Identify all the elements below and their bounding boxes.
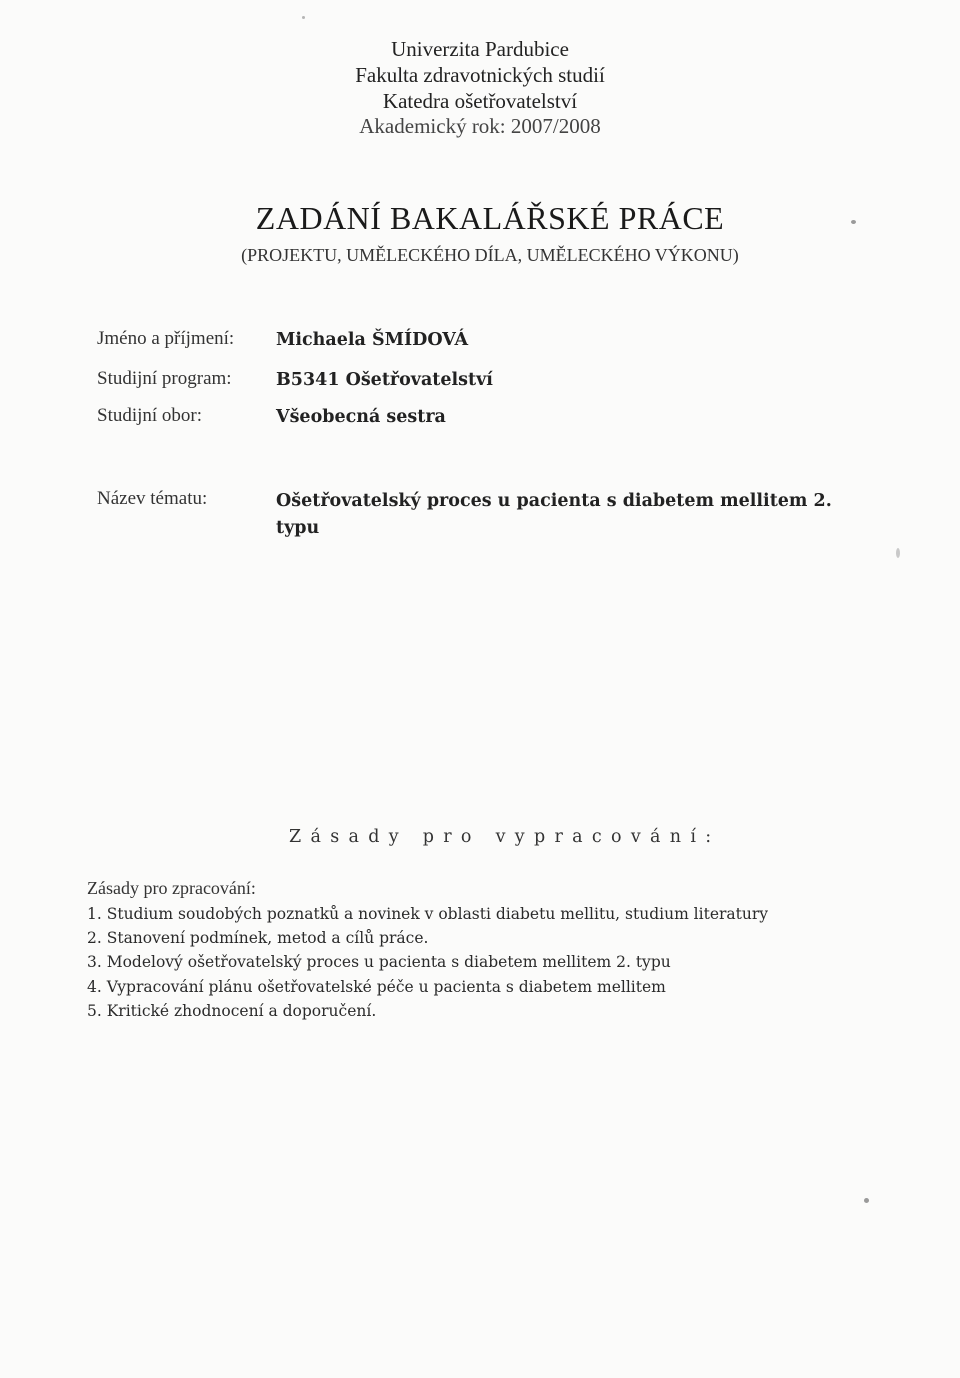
faculty-name: Fakulta zdravotnických studií: [355, 63, 605, 87]
name-value: Michaela ŠMÍDOVÁ: [276, 330, 469, 350]
field-value: Všeobecná sestra: [276, 407, 446, 427]
name-label: Jméno a příjmení:: [97, 328, 235, 349]
list-item: 5. Kritické zhodnocení a doporučení.: [87, 1001, 377, 1020]
list-item: 2. Stanovení podmínek, metod a cílů práce.: [87, 929, 429, 948]
scan-speck: [864, 1198, 869, 1203]
principles-list-heading: Zásady pro zpracování:: [87, 878, 256, 898]
field-label: Studijní obor:: [97, 405, 203, 426]
list-item: 1. Studium soudobých poznatků a novinek v oblasti diabetu mellitu, studium literatury: [87, 905, 769, 923]
document-subtitle: (PROJEKTU, UMĚLECKÉHO DÍLA, UMĚLECKÉHO VÝKONU): [241, 245, 739, 265]
scan-speck: [851, 220, 856, 224]
principles-list: [87, 902, 768, 1023]
topic-value: Ošetřovatelský proces u pacienta s diabetem mellitem 2. typu: [276, 491, 832, 538]
scan-speck: [302, 16, 305, 19]
document-title: ZADÁNÍ BAKALÁŘSKÉ PRÁCE: [255, 200, 725, 236]
principles-spaced-heading: Zásady pro vypracování:: [289, 827, 721, 847]
program-value: B5341 Ošetřovatelství: [276, 370, 493, 390]
list-item: 4. Vypracování plánu ošetřovatelské péče u pacienta s diabetem mellitem: [87, 977, 666, 996]
university-name: Univerzita Pardubice: [391, 37, 569, 61]
topic-label: Název tématu:: [97, 488, 208, 509]
list-item: 3. Modelový ošetřovatelský proces u pacienta s diabetem mellitem 2. typu: [87, 953, 671, 972]
academic-year: Akademický rok: 2007/2008: [359, 114, 601, 138]
program-label: Studijní program:: [97, 368, 232, 389]
scan-speck: [896, 548, 900, 558]
department-name: Katedra ošetřovatelství: [382, 89, 578, 113]
